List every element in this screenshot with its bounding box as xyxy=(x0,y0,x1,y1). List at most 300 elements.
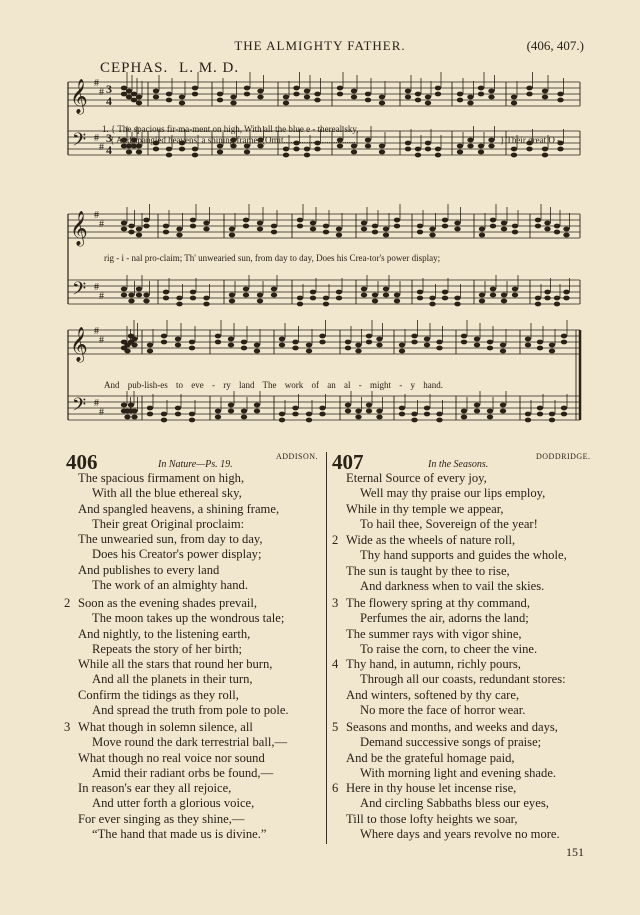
note-head xyxy=(461,334,467,339)
note-head xyxy=(304,153,310,158)
note-head xyxy=(254,403,260,408)
note-head xyxy=(128,293,134,298)
verse-line: With morning light and evening shade. xyxy=(360,765,557,780)
note-head xyxy=(488,89,494,94)
note-head xyxy=(241,415,247,420)
note-head xyxy=(126,95,132,100)
note-head xyxy=(526,86,532,91)
note-head xyxy=(336,296,342,301)
time-signature: 3 xyxy=(106,82,112,96)
note-head xyxy=(271,230,277,235)
stanza-number: 3 xyxy=(332,596,339,610)
note-head xyxy=(244,150,250,155)
note-head xyxy=(479,299,485,304)
note-head xyxy=(336,233,342,238)
note-head xyxy=(229,293,235,298)
note-head xyxy=(474,337,480,342)
note-head xyxy=(297,218,303,223)
note-head xyxy=(128,230,134,235)
lyrics-line1-b: { And spangled heavens, a shining frame, (Omit................................ xyxy=(110,135,356,145)
note-head xyxy=(429,296,435,301)
note-head xyxy=(383,233,389,238)
note-head xyxy=(319,334,325,339)
note-head xyxy=(126,89,132,94)
note-head xyxy=(361,293,367,298)
note-head xyxy=(563,296,569,301)
note-head xyxy=(228,409,234,414)
sharp-icon: # xyxy=(99,142,104,153)
note-head xyxy=(351,89,357,94)
note-head xyxy=(405,95,411,100)
note-head xyxy=(542,95,548,100)
note-head xyxy=(179,147,185,152)
note-head xyxy=(563,227,569,232)
note-head xyxy=(478,86,484,91)
note-head xyxy=(511,95,517,100)
note-head xyxy=(128,224,134,229)
note-head xyxy=(376,409,382,414)
note-head xyxy=(501,227,507,232)
note-head xyxy=(153,147,159,152)
note-head xyxy=(511,153,517,158)
note-head xyxy=(345,403,351,408)
note-head xyxy=(136,293,142,298)
note-head xyxy=(436,418,442,423)
note-head xyxy=(442,224,448,229)
bass-clef-icon: 𝄢 xyxy=(72,395,87,420)
note-head xyxy=(215,340,221,345)
note-head xyxy=(442,290,448,295)
note-head xyxy=(283,95,289,100)
note-head xyxy=(355,415,361,420)
note-head xyxy=(405,147,411,152)
note-head xyxy=(241,346,247,351)
note-head xyxy=(500,343,506,348)
note-head xyxy=(549,412,555,417)
note-head xyxy=(161,334,167,339)
note-head xyxy=(131,92,137,97)
verse-line: Where days and years revolve no more. xyxy=(360,826,560,841)
note-head xyxy=(361,287,367,292)
note-head xyxy=(525,343,531,348)
note-head xyxy=(474,409,480,414)
sharp-icon: # xyxy=(94,282,99,293)
note-head xyxy=(131,415,137,420)
note-head xyxy=(366,334,372,339)
note-head xyxy=(192,92,198,97)
note-head xyxy=(355,343,361,348)
note-head xyxy=(175,412,181,417)
note-head xyxy=(121,92,127,97)
note-head xyxy=(488,138,494,143)
note-head xyxy=(405,89,411,94)
note-head xyxy=(351,150,357,155)
note-head xyxy=(525,337,531,342)
verse-line: Through all our coasts, redundant stores: xyxy=(360,672,566,687)
hymn-407-stanza-1 xyxy=(346,471,545,532)
hymn-406-stanza-2 xyxy=(64,596,289,718)
stanza-number: 5 xyxy=(332,720,339,734)
note-head xyxy=(544,290,550,295)
verse-line: Soon as the evening shades prevail, xyxy=(78,596,258,610)
note-head xyxy=(292,346,298,351)
note-head xyxy=(417,290,423,295)
note-head xyxy=(351,95,357,100)
note-head xyxy=(561,406,567,411)
note-head xyxy=(215,334,221,339)
note-head xyxy=(376,415,382,420)
note-head xyxy=(314,92,320,97)
note-head xyxy=(283,153,289,158)
hymn-406-source: In Nature—Ps. 19. xyxy=(158,459,233,470)
note-head xyxy=(417,224,423,229)
note-head xyxy=(217,150,223,155)
note-head xyxy=(166,98,172,103)
note-head xyxy=(337,86,343,91)
note-head xyxy=(128,299,134,304)
note-head xyxy=(189,418,195,423)
note-head xyxy=(143,293,149,298)
verse-line: To hail thee, Sovereign of the year! xyxy=(360,516,538,531)
note-head xyxy=(490,224,496,229)
note-head xyxy=(121,221,127,226)
hymn-407-source: In the Seasons. xyxy=(428,459,489,470)
running-header: THE ALMIGHTY FATHER. xyxy=(234,38,406,53)
note-head xyxy=(163,224,169,229)
verse-line: And circling Sabbaths bless our eyes, xyxy=(360,796,549,811)
note-head xyxy=(189,412,195,417)
time-signature: 4 xyxy=(106,143,112,157)
note-head xyxy=(544,221,550,226)
note-head xyxy=(244,86,250,91)
note-head xyxy=(192,147,198,152)
verse-line: And all the planets in their turn, xyxy=(92,672,253,687)
note-head xyxy=(435,147,441,152)
note-head xyxy=(399,412,405,417)
treble-clef-icon: 𝄞 xyxy=(70,327,88,362)
hymn-407-stanza-6 xyxy=(332,781,560,842)
note-head xyxy=(542,147,548,152)
note-head xyxy=(411,334,417,339)
note-head xyxy=(526,147,532,152)
sharp-icon: # xyxy=(99,335,104,346)
note-head xyxy=(189,340,195,345)
stanza-number: 6 xyxy=(332,781,339,795)
lyrics-line2: rig - i - nal pro-claim; Th' unwearied sun, from day to day, Does his Crea-tor's power display; xyxy=(104,253,441,263)
note-head xyxy=(405,141,411,146)
note-head xyxy=(424,343,430,348)
note-head xyxy=(293,86,299,91)
note-head xyxy=(126,150,132,155)
note-head xyxy=(203,302,209,307)
note-head xyxy=(383,293,389,298)
note-head xyxy=(425,141,431,146)
note-head xyxy=(487,409,493,414)
note-head xyxy=(366,403,372,408)
note-head xyxy=(243,293,249,298)
note-head xyxy=(361,221,367,226)
note-head xyxy=(304,95,310,100)
verse-line: What though in solemn silence, all xyxy=(78,720,253,734)
note-head xyxy=(461,415,467,420)
verse-line: What though no real voice nor sound xyxy=(78,750,265,765)
header-hymn-numbers: (406, 407.) xyxy=(526,38,584,53)
note-head xyxy=(131,343,137,348)
note-head xyxy=(176,296,182,301)
note-head xyxy=(192,86,198,91)
note-head xyxy=(561,334,567,339)
note-head xyxy=(124,349,130,354)
note-head xyxy=(121,227,127,232)
note-head xyxy=(500,409,506,414)
verse-line: Well may thy praise our lips employ, xyxy=(360,486,546,501)
note-head xyxy=(319,340,325,345)
note-head xyxy=(254,343,260,348)
note-head xyxy=(136,227,142,232)
verse-line: And darkness when to vail the skies. xyxy=(360,578,545,593)
note-head xyxy=(429,227,435,232)
verse-line: The spacious firmament on high, xyxy=(78,471,245,485)
stanza-number: 2 xyxy=(64,596,71,610)
note-head xyxy=(283,101,289,106)
verse-line: “The hand that made us is divine.” xyxy=(92,827,267,842)
note-head xyxy=(365,138,371,143)
note-head xyxy=(467,95,473,100)
verse-line: Amid their radiant orbs be found,— xyxy=(92,765,274,780)
note-head xyxy=(306,349,312,354)
verse-line: While all the stars that round her burn, xyxy=(78,657,273,672)
note-head xyxy=(229,233,235,238)
note-head xyxy=(292,406,298,411)
note-head xyxy=(124,415,130,420)
verse-line: To raise the corn, to cheer the vine. xyxy=(360,641,538,656)
note-head xyxy=(424,337,430,342)
sharp-icon: # xyxy=(99,407,104,418)
note-head xyxy=(457,144,463,149)
note-head xyxy=(488,144,494,149)
sharp-icon: # xyxy=(99,291,104,302)
note-head xyxy=(467,101,473,106)
verse-line: Eternal Source of every joy, xyxy=(346,471,487,485)
note-head xyxy=(147,343,153,348)
verse-line: Their great Original proclaim: xyxy=(92,516,245,531)
note-head xyxy=(283,147,289,152)
note-head xyxy=(361,227,367,232)
note-head xyxy=(417,296,423,301)
note-head xyxy=(379,144,385,149)
note-head xyxy=(415,98,421,103)
note-head xyxy=(175,337,181,342)
note-head xyxy=(228,337,234,342)
note-head xyxy=(365,92,371,97)
note-head xyxy=(383,287,389,292)
note-head xyxy=(297,296,303,301)
note-head xyxy=(176,227,182,232)
note-head xyxy=(243,224,249,229)
verse-line: Confirm the tidings as they roll, xyxy=(78,687,239,702)
note-head xyxy=(131,337,137,342)
note-head xyxy=(461,409,467,414)
verse-line: Does his Creator's power display; xyxy=(92,547,262,562)
note-head xyxy=(293,92,299,97)
note-head xyxy=(355,409,361,414)
note-head xyxy=(544,227,550,232)
note-head xyxy=(176,302,182,307)
verse-line: In reason's ear they all rejoice, xyxy=(78,781,232,796)
verse-line: Perfumes the air, adorns the land; xyxy=(360,611,529,626)
sharp-icon: # xyxy=(94,326,99,337)
note-head xyxy=(372,299,378,304)
note-head xyxy=(244,92,250,97)
note-head xyxy=(153,89,159,94)
sharp-icon: # xyxy=(99,219,104,230)
note-head xyxy=(526,92,532,97)
note-head xyxy=(467,144,473,149)
page-number: 151 xyxy=(566,845,584,859)
note-head xyxy=(425,101,431,106)
note-head xyxy=(163,290,169,295)
note-head xyxy=(366,409,372,414)
note-head xyxy=(461,340,467,345)
note-head xyxy=(490,218,496,223)
tune-name: CEPHAS. xyxy=(100,60,169,76)
note-head xyxy=(424,406,430,411)
note-head xyxy=(217,92,223,97)
note-head xyxy=(176,233,182,238)
note-head xyxy=(379,95,385,100)
note-head xyxy=(511,147,517,152)
verse-line: Till to those lofty heights we soar, xyxy=(346,811,518,826)
note-head xyxy=(190,224,196,229)
note-head xyxy=(241,340,247,345)
note-head xyxy=(457,92,463,97)
verse-line: And utter forth a glorious voice, xyxy=(92,796,255,811)
verse-line: And spangled heavens, a shining frame, xyxy=(78,501,280,516)
note-head xyxy=(379,150,385,155)
note-head xyxy=(557,92,563,97)
note-head xyxy=(442,218,448,223)
note-head xyxy=(229,227,235,232)
note-head xyxy=(474,343,480,348)
note-head xyxy=(304,147,310,152)
note-head xyxy=(319,412,325,417)
note-head xyxy=(512,230,518,235)
treble-clef-icon: 𝄞 xyxy=(70,79,88,114)
note-head xyxy=(372,224,378,229)
note-head xyxy=(549,349,555,354)
verse-line: And be the grateful homage paid, xyxy=(346,750,515,765)
note-head xyxy=(131,409,137,414)
note-head xyxy=(136,101,142,106)
note-head xyxy=(190,290,196,295)
note-head xyxy=(474,403,480,408)
note-head xyxy=(166,147,172,152)
note-head xyxy=(131,98,137,103)
note-head xyxy=(425,147,431,152)
note-head xyxy=(161,412,167,417)
note-head xyxy=(436,412,442,417)
note-head xyxy=(243,218,249,223)
note-head xyxy=(215,415,221,420)
note-head xyxy=(436,340,442,345)
note-head xyxy=(279,337,285,342)
note-head xyxy=(336,290,342,295)
note-head xyxy=(345,346,351,351)
note-head xyxy=(121,287,127,292)
tune-meter: L. M. D. xyxy=(179,60,240,76)
note-head xyxy=(537,340,543,345)
note-head xyxy=(512,224,518,229)
note-head xyxy=(379,101,385,106)
note-head xyxy=(457,150,463,155)
verse-line: While in thy temple we appear, xyxy=(346,501,504,516)
note-head xyxy=(136,233,142,238)
note-head xyxy=(271,293,277,298)
note-head xyxy=(230,101,236,106)
note-head xyxy=(257,299,263,304)
note-head xyxy=(525,418,531,423)
note-head xyxy=(355,349,361,354)
verse-line: Thy hand, in autumn, richly pours, xyxy=(346,657,521,671)
note-head xyxy=(563,290,569,295)
note-head xyxy=(243,287,249,292)
stanza-number: 4 xyxy=(332,657,339,671)
note-head xyxy=(279,412,285,417)
note-head xyxy=(121,293,127,298)
note-head xyxy=(147,406,153,411)
note-head xyxy=(166,92,172,97)
note-head xyxy=(417,230,423,235)
note-head xyxy=(153,95,159,100)
note-head xyxy=(323,224,329,229)
verse-line: Seasons and months, and weeks and days, xyxy=(346,720,558,734)
verse-line: The moon takes up the wondrous tale; xyxy=(92,611,285,626)
note-head xyxy=(241,409,247,414)
note-head xyxy=(554,230,560,235)
note-head xyxy=(310,296,316,301)
note-head xyxy=(292,340,298,345)
verse-line: No more the face of horror wear. xyxy=(360,702,526,717)
note-head xyxy=(478,150,484,155)
note-head xyxy=(394,299,400,304)
note-head xyxy=(467,138,473,143)
note-head xyxy=(310,290,316,295)
note-head xyxy=(535,302,541,307)
hymn-407-number: 407 xyxy=(332,450,364,474)
note-head xyxy=(319,406,325,411)
note-head xyxy=(561,412,567,417)
verse-line: The unwearied sun, from day to day, xyxy=(78,532,263,547)
note-head xyxy=(323,302,329,307)
verse-line: The summer rays with vigor shine, xyxy=(346,626,522,641)
note-head xyxy=(415,153,421,158)
note-head xyxy=(542,153,548,158)
note-head xyxy=(537,406,543,411)
note-head xyxy=(179,95,185,100)
note-head xyxy=(512,287,518,292)
note-head xyxy=(542,89,548,94)
note-head xyxy=(478,92,484,97)
note-head xyxy=(304,89,310,94)
note-head xyxy=(512,293,518,298)
verse-line: The sun is taught by thee to rise, xyxy=(346,563,510,578)
note-head xyxy=(203,227,209,232)
note-head xyxy=(121,403,127,408)
note-head xyxy=(228,403,234,408)
note-head xyxy=(203,221,209,226)
hymn-407-stanza-3 xyxy=(332,596,538,657)
note-head xyxy=(501,299,507,304)
